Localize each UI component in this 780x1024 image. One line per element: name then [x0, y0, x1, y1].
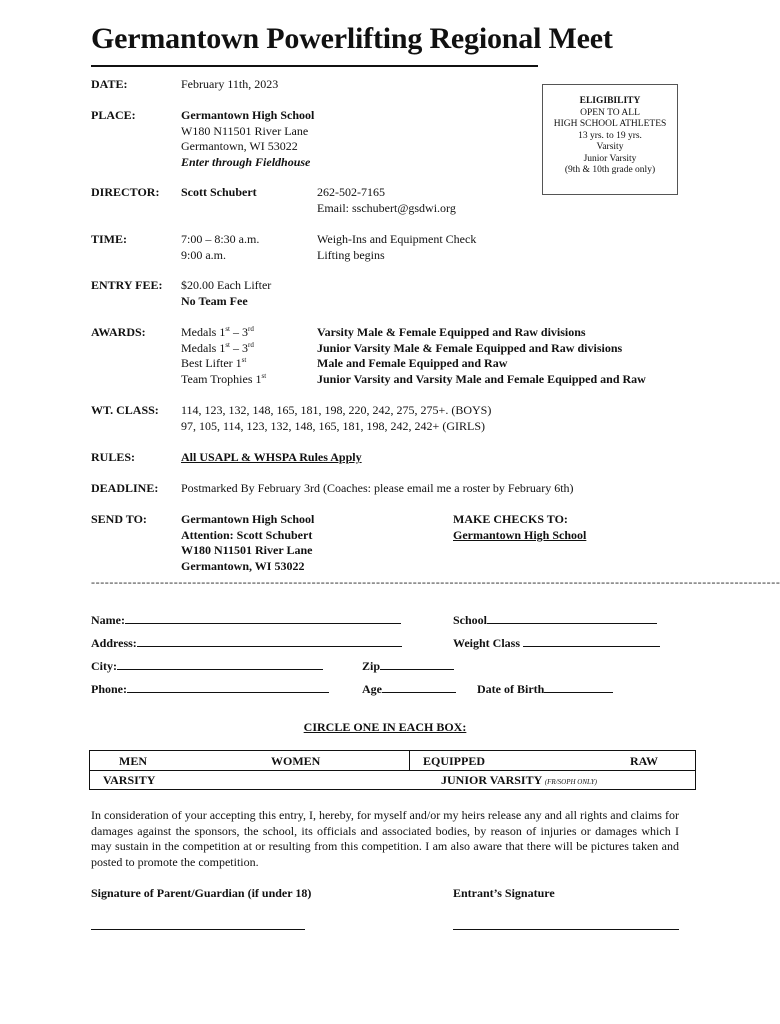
entry-fee — [181, 278, 271, 309]
city-field[interactable]: City: — [91, 659, 323, 674]
time-value: 9:00 a.m. — [181, 247, 226, 262]
circle-instruction: CIRCLE ONE IN EACH BOX: — [303, 720, 467, 734]
option-men[interactable]: MEN — [119, 754, 147, 768]
entrant-signature-line[interactable] — [453, 929, 679, 930]
eligibility-line: 13 yrs. to 19 yrs. — [578, 130, 642, 141]
send-to-label: SEND TO: — [91, 512, 147, 526]
zip-field[interactable]: Zip — [362, 659, 454, 674]
award-name: Medals 1st – 3rd — [181, 325, 254, 339]
option-equipped[interactable]: EQUIPPED — [423, 754, 486, 768]
time-descriptions — [317, 232, 476, 263]
awards-divisions — [317, 325, 646, 387]
place-street: W180 N11501 River Lane — [181, 123, 309, 138]
deadline-value: Postmarked By February 3rd (Coaches: please email me a roster by February 6th) — [181, 481, 574, 495]
director-email: Email: sschubert@gsdwi.org — [317, 200, 456, 215]
name-field[interactable]: Name: — [91, 613, 401, 628]
eligibility-line: OPEN TO ALL — [580, 107, 640, 118]
director-name: Scott Schubert — [181, 185, 257, 199]
director-contact — [317, 185, 456, 216]
option-raw[interactable]: RAW — [630, 754, 659, 768]
dob-field[interactable]: Date of Birth — [477, 682, 613, 697]
phone-field[interactable]: Phone: — [91, 682, 329, 697]
send-to-address — [181, 512, 314, 574]
place-city: Germantown, WI 53022 — [181, 139, 298, 153]
cut-line: ------------------------------------------------------------------------------------------------------------------------------------------------------ — [91, 575, 780, 589]
address-field[interactable]: Address: — [91, 636, 402, 651]
place-address — [181, 108, 314, 170]
director-phone: 262-502-7165 — [317, 185, 385, 199]
award-division: Male and Female Equipped and Raw — [317, 356, 508, 370]
option-varsity[interactable]: VARSITY — [103, 773, 156, 787]
options-row-divider — [89, 770, 696, 771]
time-description: Lifting begins — [317, 247, 385, 262]
make-checks-label: MAKE CHECKS TO: — [453, 512, 568, 526]
awards-label: AWARDS: — [91, 325, 146, 339]
awards-list — [181, 325, 266, 387]
time-label: TIME: — [91, 232, 127, 246]
time-description: Weigh-Ins and Equipment Check — [317, 232, 477, 246]
place-note: Enter through Fieldhouse — [181, 154, 311, 169]
eligibility-line: Varsity — [596, 142, 624, 152]
waiver-text: In consideration of your accepting this entry, I, hereby, for myself and/or my heirs release any and all rights and claims for damages against the sponsors, the school, its officials and associated bodies, by reason of injuries or damages which I may sustain in the competition at or resulting from this competition. I am also aware that there will be pictures taken and posted to promote the competition. — [91, 808, 679, 869]
director-label: DIRECTOR: — [91, 185, 160, 199]
page-title: Germantown Powerlifting Regional Meet — [91, 22, 613, 55]
date-label: DATE: — [91, 77, 128, 91]
wt-class-girls: 97, 105, 114, 123, 132, 148, 165, 181, 198, 242, 242+ (GIRLS) — [181, 418, 485, 433]
award-division: Junior Varsity Male & Female Equipped and Raw divisions — [317, 340, 623, 355]
eligibility-box — [542, 84, 678, 195]
place-name: Germantown High School — [181, 108, 315, 122]
wt-class-label: WT. CLASS: — [91, 403, 159, 417]
eligibility-heading: ELIGIBILITY — [579, 96, 641, 106]
award-name: Best Lifter 1st — [181, 356, 247, 370]
award-name: Medals 1st – 3rd — [181, 340, 254, 355]
make-checks-payee: Germantown High School — [453, 527, 587, 542]
entrant-signature-label: Entrant’s Signature — [453, 886, 555, 900]
parent-signature-line[interactable] — [91, 929, 305, 930]
time-values — [181, 232, 259, 263]
send-to-line: W180 N11501 River Lane — [181, 543, 313, 557]
option-junior-varsity[interactable]: JUNIOR VARSITY (FR/SOPH ONLY) — [441, 773, 597, 787]
award-name: Team Trophies 1st — [181, 371, 267, 386]
rules-label: RULES: — [91, 450, 136, 464]
options-divider — [409, 750, 410, 770]
eligibility-line: HIGH SCHOOL ATHLETES — [553, 119, 667, 129]
wt-class-boys: 114, 123, 132, 148, 165, 181, 198, 220, 242, 275, 275+. (BOYS) — [181, 403, 492, 417]
eligibility-line: (9th & 10th grade only) — [564, 165, 656, 175]
entry-fee-label: ENTRY FEE: — [91, 278, 163, 292]
age-field[interactable]: Age — [362, 682, 456, 697]
weight-class-field[interactable]: Weight Class — [453, 636, 660, 651]
school-field[interactable]: School — [453, 613, 657, 628]
deadline-label: DEADLINE: — [91, 481, 159, 495]
parent-signature-label: Signature of Parent/Guardian (if under 18) — [91, 886, 312, 900]
send-to-line: Germantown, WI 53022 — [181, 558, 305, 573]
entry-fee-amount: $20.00 Each Lifter — [181, 278, 272, 292]
send-to-line: Attention: Scott Schubert — [181, 527, 313, 542]
send-to-line: Germantown High School — [181, 512, 315, 526]
date-value: February 11th, 2023 — [181, 77, 279, 91]
jv-note: (FR/SOPH ONLY) — [544, 778, 597, 786]
entry-fee-note: No Team Fee — [181, 293, 248, 308]
option-women[interactable]: WOMEN — [271, 754, 321, 768]
place-label: PLACE: — [91, 108, 136, 122]
make-checks — [453, 512, 586, 543]
title-underline — [91, 65, 538, 67]
eligibility-line: Junior Varsity — [583, 153, 637, 164]
award-division: Varsity Male & Female Equipped and Raw divisions — [317, 325, 586, 339]
time-value: 7:00 – 8:30 a.m. — [181, 232, 260, 246]
award-division: Junior Varsity and Varsity Male and Female Equipped and Raw — [317, 371, 646, 386]
rules-value: All USAPL & WHSPA Rules Apply — [181, 450, 362, 464]
wt-class-values — [181, 403, 491, 434]
